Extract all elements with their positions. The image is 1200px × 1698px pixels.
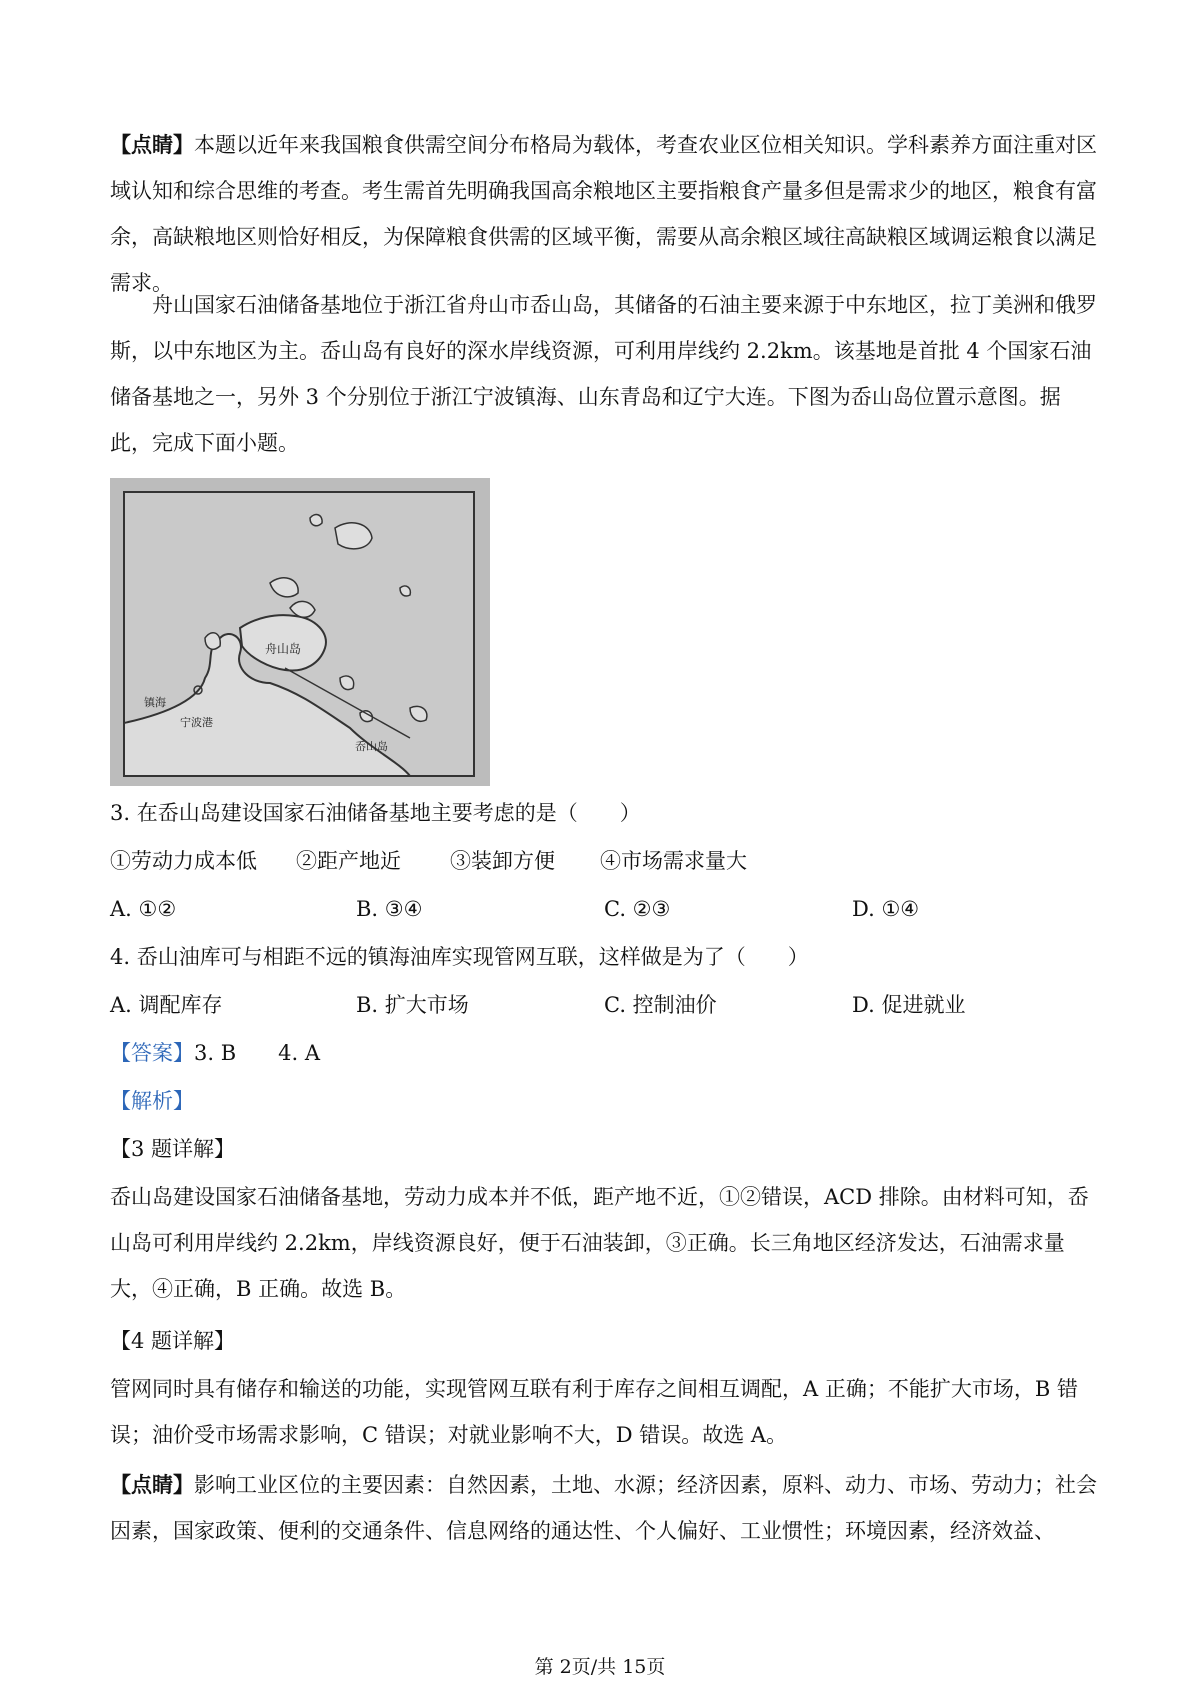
q4-options — [110, 982, 1100, 1028]
detail3-tag: 【3 题详解】 — [110, 1137, 236, 1161]
dianjing-paragraph — [110, 122, 1100, 306]
dianjing-text: 本题以近年来我国粮食供需空间分布格局为载体，考查农业区位相关知识。学科素养方面注重对区域认知和综合思维的考查。考生需首先明确我国高余粮地区主要指粮食产量多但是需求少的地区，粮食有富余，高缺粮地区则恰好相反，为保障粮食供需的区域平衡，需要从高余粮区域往高缺粮区域调运粮食以满足需求。 — [110, 133, 1097, 295]
q4-option-d: D. 促进就业 — [852, 993, 966, 1017]
q3-item: ④市场需求量大 — [600, 849, 747, 873]
answer-3: 3. B — [194, 1041, 237, 1065]
detail4-text: 管网同时具有储存和输送的功能，实现管网互联有利于库存之间相互调配，A 正确；不能扩大市场，B 错误；油价受市场需求影响，C 错误；对就业影响不大，D 错误。故选 A。 — [110, 1377, 1078, 1447]
q4-option-c: C. 控制油价 — [604, 993, 717, 1017]
q3-option-b: B. ③④ — [356, 897, 423, 921]
q3-item: ①劳动力成本低 — [110, 849, 257, 873]
q3-item: ②距产地近 — [296, 849, 401, 873]
q4-option-b: B. 扩大市场 — [356, 993, 469, 1017]
answer-line — [110, 1030, 1100, 1076]
q4-stem: 4. 岙山油库可与相距不远的镇海油库实现管网互联，这样做是为了（ ） — [110, 945, 809, 969]
page-footer: 第 2页/共 15页 — [534, 1656, 666, 1678]
material-paragraph: 舟山国家石油储备基地位于浙江省舟山市岙山岛，其储备的石油主要来源于中东地区，拉丁美洲和俄罗斯，以中东地区为主。岙山岛有良好的深水岸线资源，可利用岸线约 2.2km。该基地是首批 4 个国家石油储备基地之一，另外 3 个分别位于浙江宁波镇海、山东青岛和辽宁大连。下图为岙山岛位置示意图。据此，完成下面小题。 — [110, 293, 1097, 455]
aoshan-location-map — [110, 478, 490, 786]
q3-items — [110, 838, 1100, 884]
q3-option-d: D. ①④ — [852, 897, 920, 921]
detail3-text: 岙山岛建设国家石油储备基地，劳动力成本并不低，距产地不近，①②错误，ACD 排除。由材料可知，岙山岛可利用岸线约 2.2km，岸线资源良好，便于石油装卸，③正确。长三角地区经济发达，石油需求量大，④正确，B 正确。故选 B。 — [110, 1185, 1089, 1301]
q3-option-c: C. ②③ — [604, 897, 671, 921]
dianjing2-tag: 【点睛】 — [110, 1472, 194, 1497]
dianjing2-paragraph — [110, 1462, 1100, 1554]
answer-tag: 【答案】 — [110, 1041, 194, 1065]
analysis-tag: 【解析】 — [110, 1089, 194, 1113]
detail4-tag: 【4 题详解】 — [110, 1329, 236, 1353]
map-drawing — [110, 478, 490, 786]
q3-options — [110, 886, 1100, 932]
q4-option-a: A. 调配库存 — [110, 993, 223, 1017]
label-aoshan: 岙山岛 — [355, 740, 388, 753]
dianjing2-text: 影响工业区位的主要因素：自然因素，土地、水源；经济因素，原料、动力、市场、劳动力；社会因素，国家政策、便利的交通条件、信息网络的通达性、个人偏好、工业惯性；环境因素，经济效益、 — [110, 1473, 1097, 1543]
label-zhoushan: 舟山岛 — [265, 642, 302, 656]
label-zhenhai: 镇海 — [144, 696, 166, 709]
q3-stem: 3. 在岙山岛建设国家石油储备基地主要考虑的是（ ） — [110, 801, 641, 825]
dianjing-tag: 【点睛】 — [110, 132, 194, 157]
q3-option-a: A. ①② — [110, 897, 177, 921]
q3-item: ③装卸方便 — [450, 849, 555, 873]
answer-4: 4. A — [278, 1041, 321, 1065]
label-ningbo: 宁波港 — [180, 716, 213, 729]
